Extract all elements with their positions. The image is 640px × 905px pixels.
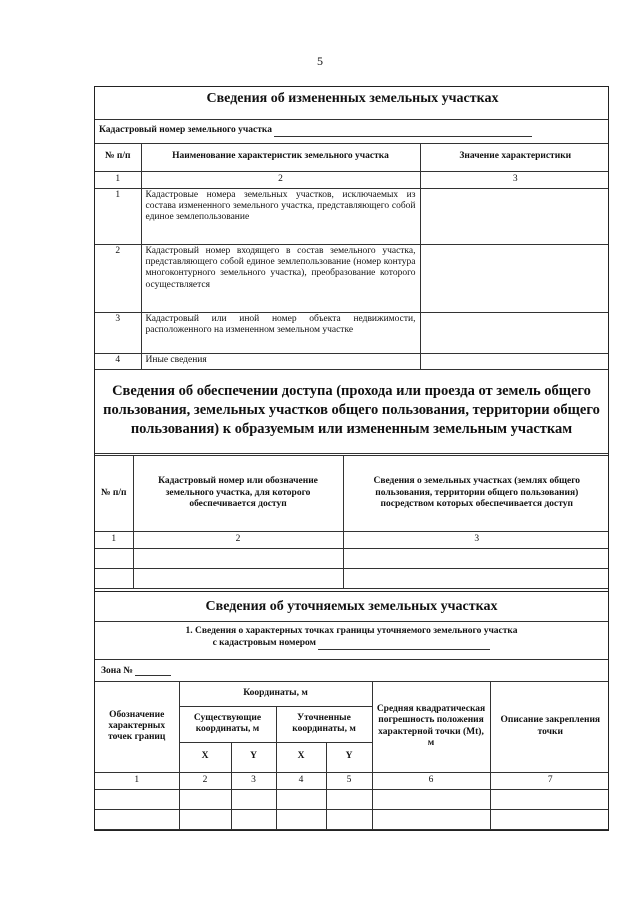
- col-cadastral-header: Кадастровый номер или обозначение земельного участка, для которого обеспечивается доступ: [133, 456, 343, 532]
- changed-plots-section: [95, 87, 608, 370]
- page-number: 5: [317, 54, 323, 68]
- index-cell: 1: [95, 171, 141, 188]
- cadastral-number-blank: [274, 127, 532, 137]
- row-number: 4: [95, 353, 141, 369]
- table-row: [95, 809, 609, 829]
- row-value: [420, 353, 609, 369]
- points-table: [95, 682, 609, 830]
- refined-plots-section: [95, 591, 608, 830]
- col-y-header: Y: [231, 742, 276, 772]
- cadastral-number-label: Кадастровый номер земельного участка: [99, 125, 272, 136]
- table-row: [95, 244, 609, 312]
- index-cell: 6: [372, 772, 490, 789]
- row-number: 1: [95, 188, 141, 244]
- col-coords-header: Координаты, м: [179, 682, 372, 706]
- section-title: Сведения об уточняемых земельных участках: [95, 592, 608, 622]
- access-section: [95, 376, 608, 589]
- index-cell: 5: [326, 772, 372, 789]
- section-title: Сведения об обеспечении доступа (прохода или проезда от земель общего пользования, земельных участков общего пользования, территории общего пользования) к образуемым или измененным земельным участкам: [95, 376, 608, 454]
- points-subtitle: [95, 622, 608, 660]
- changed-plots-table: [95, 87, 609, 370]
- cadastral-number-row: [95, 119, 609, 143]
- section-title: Сведения об измененных земельных участках: [95, 87, 609, 119]
- zone-row: [95, 660, 608, 682]
- table-row: [95, 188, 609, 244]
- row-value: [420, 188, 609, 244]
- row-text: Кадастровый или иной номер объекта недвижимости, расположенного на измененном земельном участке: [141, 312, 420, 353]
- row-number: 2: [95, 244, 141, 312]
- zone-number-blank: [135, 666, 171, 676]
- row-text: Кадастровый номер входящего в состав земельного участка, представляющего собой единое землепользование (номер контура многоконтурного земельного участка), преобразование которого осуществляется: [141, 244, 420, 312]
- cadastral-number-blank: [318, 640, 490, 650]
- subtitle-line: [95, 637, 608, 649]
- zone-label: Зона №: [101, 666, 133, 676]
- col-description-header: Описание закрепления точки: [490, 682, 609, 772]
- col-refined-header: Уточненные координаты, м: [276, 706, 372, 742]
- index-cell: 1: [95, 772, 179, 789]
- col-info-header: Сведения о земельных участках (землях общего пользования, территории общего пользования) посредством которых обеспечивается доступ: [343, 456, 609, 532]
- subtitle-line: 1. Сведения о характерных точках границы уточняемого земельного участка: [185, 626, 518, 636]
- table-row: [95, 312, 609, 353]
- index-cell: 3: [420, 171, 609, 188]
- access-table: [95, 455, 609, 589]
- index-cell: 7: [490, 772, 609, 789]
- col-x-header: X: [179, 742, 231, 772]
- col-value-header: Значение характеристики: [420, 143, 609, 171]
- col-designation-header: Обозначение характерных точек границ: [95, 682, 179, 772]
- index-cell: 2: [179, 772, 231, 789]
- col-error-header: Средняя квадратическая погрешность положения характерной точки (Mt), м: [372, 682, 490, 772]
- table-row: [95, 353, 609, 369]
- index-cell: 2: [141, 171, 420, 188]
- row-number: 3: [95, 312, 141, 353]
- row-text: Кадастровые номера земельных участков, исключаемых из состава измененного земельного участка, представляющего собой единое землепользование: [141, 188, 420, 244]
- subtitle-cadastral-label: с кадастровым номером: [212, 638, 317, 649]
- table-row: [95, 789, 609, 809]
- row-value: [420, 244, 609, 312]
- col-x-header: X: [276, 742, 326, 772]
- index-cell: 1: [95, 532, 133, 549]
- row-value: [420, 312, 609, 353]
- index-cell: 3: [343, 532, 609, 549]
- table-row: [95, 549, 609, 569]
- col-name-header: Наименование характеристик земельного участка: [141, 143, 420, 171]
- col-number-header: № п/п: [95, 456, 133, 532]
- col-y-header: Y: [326, 742, 372, 772]
- row-text: Иные сведения: [141, 353, 420, 369]
- index-cell: 3: [231, 772, 276, 789]
- index-cell: 4: [276, 772, 326, 789]
- table-row: [95, 569, 609, 589]
- index-cell: 2: [133, 532, 343, 549]
- col-existing-header: Существующие координаты, м: [179, 706, 276, 742]
- form-frame: [94, 86, 609, 831]
- col-number-header: № п/п: [95, 143, 141, 171]
